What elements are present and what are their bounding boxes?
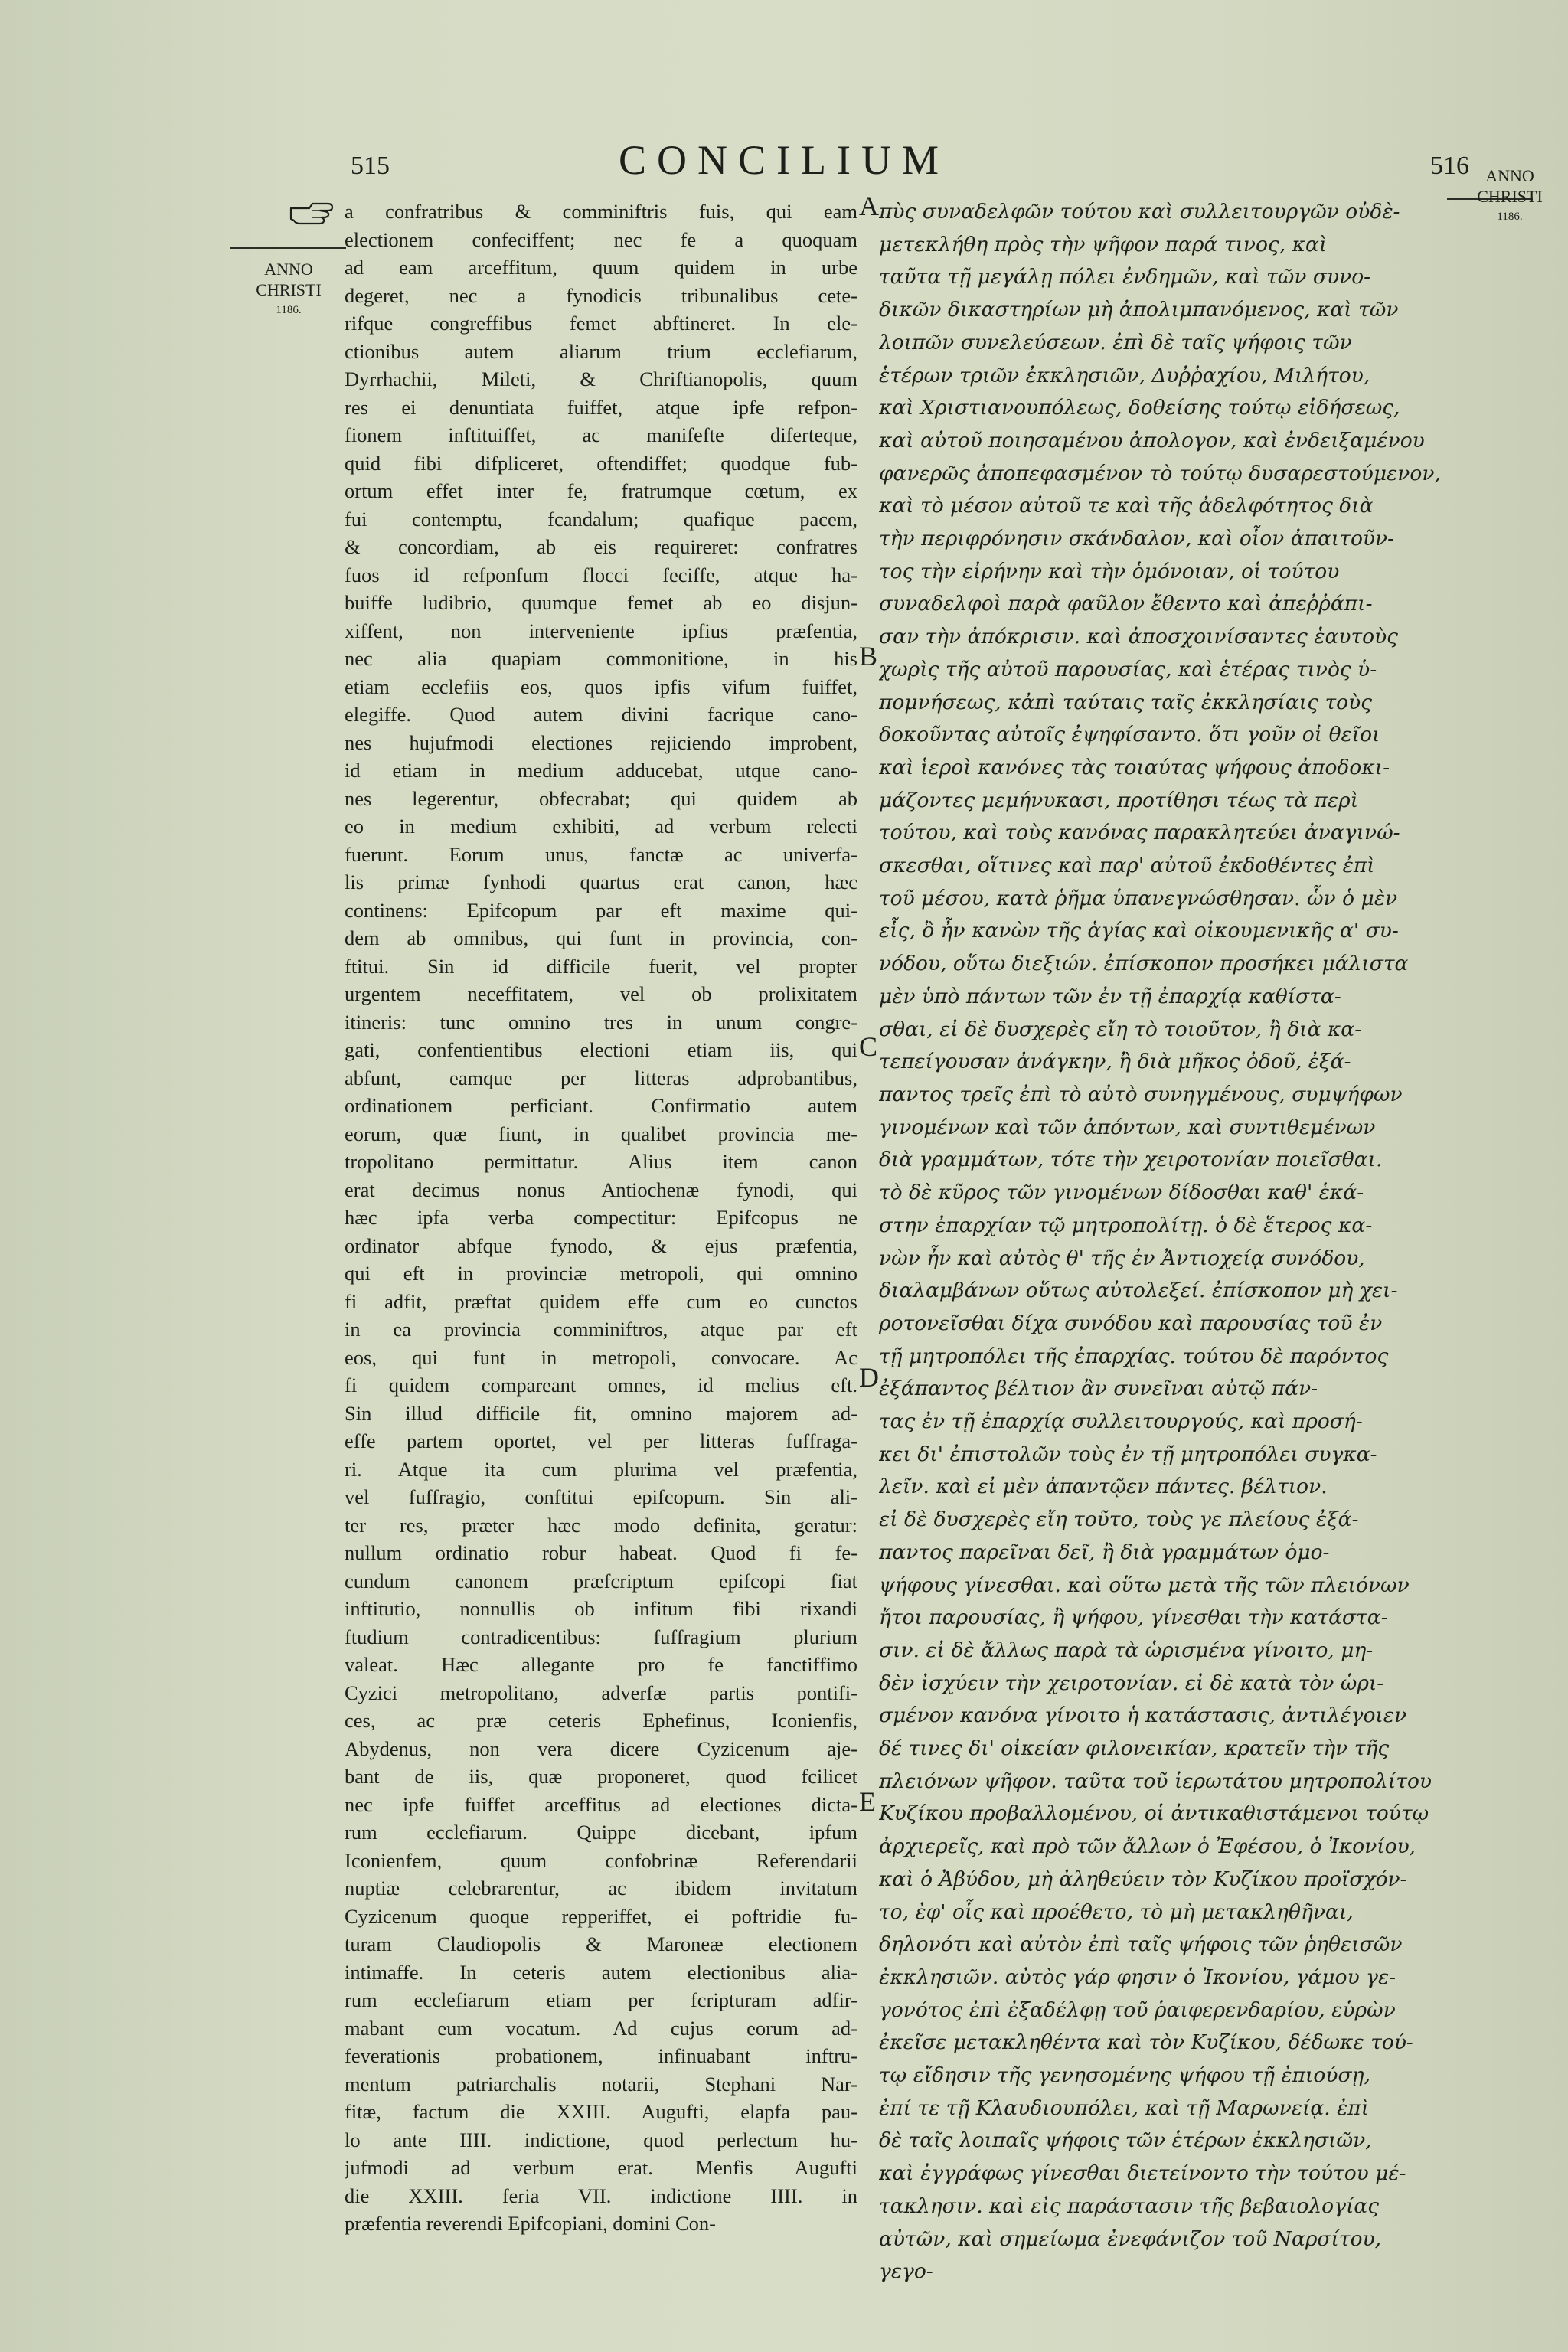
text-line: σαν τὴν ἀπόκρισιν. καὶ ἀποσχοινίσαντες ἑαυτοὺς	[879, 625, 1399, 649]
text-line: σκεσθαι, οἵτινες καὶ παρ' αὐτοῦ ἐκδοθέντες ἐπὶ	[879, 854, 1375, 878]
text-line: ordinator abfque fynodo, & ejus præfentia,	[345, 1233, 858, 1257]
text-line: urgentem neceffitatem, vel ob prolixitatem	[345, 982, 858, 1005]
text-line: fi quidem compareant omnes, id melius eft.	[345, 1374, 858, 1396]
text-line: elegiffe. Quod autem divini facrique cano-	[345, 703, 858, 726]
text-line: mabant eum vocatum. Ad cujus eorum ad-	[345, 2016, 858, 2040]
text-line: διὰ γραμμάτων, τότε τὴν χειροτονίαν ποιεῖσθαι.	[879, 1148, 1383, 1172]
latin-column	[345, 198, 858, 2238]
text-line: παντος τρεῖς ἐπὶ τὸ αὐτὸ συνηγμένους, συμψήφων	[879, 1082, 1403, 1106]
text-line: μετεκλήθη πρὸς τὴν ψῆφον παρά τινος, καὶ	[879, 232, 1328, 256]
text-line: γονότος ἐπὶ ἐξαδέλφῃ τοῦ ῥαιφερενδαρίου, εὑρὼν	[879, 1998, 1396, 2022]
text-line: ftitui. Sin id difficile fuerit, vel propter	[345, 954, 858, 978]
page-number-right: 516	[1430, 152, 1469, 180]
text-line: a confratribus & comminiftris fuis, qui eam	[345, 200, 858, 223]
text-line: δοκοῦντας αὐτοῖς ἐψηφίσαντο. ὅτι γοῦν οἱ θεῖοι	[879, 723, 1380, 747]
text-line: πὺς συναδελφῶν τούτου καὶ συλλειτουργῶν οὐδὲ-	[879, 200, 1400, 224]
text-line: δὲν ἰσχύειν τὴν χειροτονίαν. εἰ δὲ κατὰ τὸν ὡρι-	[879, 1671, 1384, 1695]
text-line: ftudium contradicentibus: fuffragium plurium	[345, 1625, 858, 1648]
text-line: xiffent, non interveniente ipfius præfentia,	[345, 619, 858, 642]
text-line: τακλησιν. καὶ εἰς παράστασιν τῆς βεβαιολογίας	[879, 2194, 1380, 2218]
text-line: παντος παρεῖναι δεῖ, ἢ διὰ γραμμάτων ὁμο-	[879, 1540, 1330, 1564]
text-line: φανερῶς ἀποπεφασμένον τὸ τούτῳ δυσαρεστούμενον,	[879, 461, 1441, 485]
text-line: in ea provincia comminiftros, atque par eft	[345, 1318, 858, 1341]
text-line: αὐτῶν, καὶ σημείωμα ἐνεφάνιζον τοῦ Ναρσίτου,	[879, 2226, 1382, 2251]
pointing-hand-icon	[289, 201, 334, 227]
text-line: fuerunt. Eorum unus, fanctæ ac univerfa-	[345, 842, 858, 866]
text-line: ροτονεῖσθαι δίχα συνόδου καὶ παρουσίας τοῦ ἐν	[879, 1311, 1383, 1335]
text-line: valeat. Hæc allegante pro fe fanctiffimo	[345, 1653, 858, 1676]
text-line: erat decimus nonus Antiochenæ fynodi, qui	[345, 1178, 858, 1201]
text-line: eorum, quæ fiunt, in qualibet provincia me-	[345, 1122, 858, 1145]
section-letter-b: B	[859, 641, 878, 671]
text-line: εἷς, ὃ ἦν κανὼν τῆς ἁγίας καὶ οἰκουμενικῆς α' συ-	[879, 919, 1399, 943]
text-line: die XXIII. feria VII. indictione IIII. in	[345, 2184, 858, 2207]
text-line: το, ἐφ' οἷς καὶ προέθετο, τὸ μὴ μετακληθῆναι,	[879, 1900, 1354, 1924]
text-line: fi adfit, præftat quidem effe cum eo cunctos	[345, 1289, 858, 1313]
text-line: δηλονότι καὶ αὐτὸν ἐπὶ ταῖς ψήφοις τῶν ῥηθεισῶν	[879, 1932, 1403, 1957]
text-line: πομνήσεως, κἀπὶ ταύταις ταῖς ἐκκλησίαις τοὺς	[879, 690, 1373, 714]
text-line: hæc ipfa verba compectitur: Epifcopus ne	[345, 1206, 858, 1229]
text-line: intimaffe. In ceteris autem electionibus alia-	[345, 1960, 858, 1984]
text-line: nec alia quapiam commonitione, in his	[345, 647, 858, 670]
text-line: στην ἐπαρχίαν τῷ μητροπολίτῃ. ὁ δὲ ἕτερος κα-	[879, 1213, 1373, 1237]
text-line: σθαι, εἰ δὲ δυσχερὲς εἴη τὸ τοιοῦτον, ἢ διὰ κα-	[879, 1017, 1362, 1041]
section-letter-c: C	[859, 1031, 878, 1062]
text-line: ri. Atque ita cum plurima vel præfentia,	[345, 1457, 858, 1481]
text-line: καὶ αὐτοῦ ποιησαμένου ἀπολογον, καὶ ἐνδειξαμένου	[879, 428, 1425, 452]
text-line: Κυζίκου προβαλλομένου, οἱ ἀντικαθιστάμενοι τούτῳ	[879, 1802, 1429, 1826]
text-line: νὼν ἦν καὶ αὐτὸς θ' τῆς ἐν Ἀντιοχείᾳ συνόδου,	[879, 1246, 1365, 1270]
text-line: πλειόνων ψῆφον. ταῦτα τοῦ ἱερωτάτου μητροπολίτου	[879, 1769, 1432, 1793]
text-line: nec ipfe fuiffet arceffitus ad electiones dicta-	[345, 1792, 858, 1816]
text-line: eo in medium exhibiti, ad verbum relecti	[345, 815, 858, 838]
text-line: σιν. εἰ δὲ ἄλλως παρὰ τὰ ὡρισμένα γίνοιτο, μη-	[879, 1638, 1374, 1662]
text-line: ἐκκλησιῶν. αὐτὸς γάρ φησιν ὁ Ἰκονίου, γάμου γε-	[879, 1965, 1396, 1989]
text-line: καὶ ὁ Ἀβύδου, μὴ ἀληθεύειν τὸν Κυζίκου προϊσχόν-	[879, 1867, 1407, 1891]
text-line: ctionibus autem aliarum trium ecclefiarum,	[345, 339, 858, 363]
text-line: καὶ Χριστιανουπόλεως, δοθείσης τούτῳ εἰδήσεως,	[879, 396, 1400, 420]
text-line: ἐκεῖσε μετακληθέντα καὶ τὸν Κυζίκου, δέδωκε τού-	[879, 2030, 1413, 2055]
text-line: tropolitano permittatur. Alius item canon	[345, 1150, 858, 1173]
text-line: rum ecclefiarum etiam per fcripturam adfir-	[345, 1988, 858, 2011]
text-line: ter res, præter hæc modo definita, geratur:	[345, 1513, 858, 1537]
text-line: κει δι' ἐπιστολῶν τοὺς ἐν τῇ μητροπόλει συγκα-	[879, 1442, 1377, 1466]
text-line: ἀρχιερεῖς, καὶ πρὸ τῶν ἄλλων ὁ Ἐφέσου, ὁ Ἰκονίου,	[879, 1834, 1416, 1859]
text-line: διαλαμβάνων οὕτως αὐτολεξεί. ἐπίσκοπον μὴ χει-	[879, 1279, 1398, 1303]
text-line: turam Claudiopolis & Maroneæ electionem	[345, 1932, 858, 1955]
text-line: δὲ ταῖς λοιπαῖς ψήφοις τῶν ἑτέρων ἐκκλησιῶν,	[879, 2128, 1372, 2153]
text-line: electionem confeciffent; nec fe a quoquam	[345, 227, 858, 251]
text-line: Iconienfem, quum confobrinæ Referendarii	[345, 1848, 858, 1872]
text-line: γινομένων καὶ τῶν ἀπόντων, καὶ συντιθεμένων	[879, 1115, 1376, 1139]
text-line: λεῖν. καὶ εἰ μὲν ἀπαντῷεν πάντες. βέλτιον.	[879, 1475, 1328, 1499]
section-letter-a: A	[859, 191, 879, 221]
text-line: nullum ordinatio robur habeat. Quod fi fe-	[345, 1541, 858, 1564]
text-line: ἐξάπαντος βέλτιον ἂν συνεῖναι αὐτῷ πάν-	[879, 1377, 1318, 1401]
text-line: dem ab omnibus, qui funt in provincia, con-	[345, 926, 858, 949]
text-line: nes legerentur, obfecrabat; qui quidem ab	[345, 786, 858, 810]
text-line: fuos id refponfum flocci feciffe, atque ha-	[345, 563, 858, 586]
text-line: καὶ ἐγγράφως γίνεσθαι διετείνοντο τὴν τούτου μέ-	[879, 2161, 1406, 2186]
text-line: σμένον κανόνα γίνοιτο ἡ κατάστασις, ἀντιλέγοιεν	[879, 1704, 1407, 1728]
text-line: fitæ, factum die XXIII. Augufti, elapfa pau-	[345, 2100, 858, 2123]
text-line: & concordiam, ab eis requireret: confratres	[345, 535, 858, 558]
text-line: Cyzici metropolitano, adverfæ partis pontifi-	[345, 1681, 858, 1704]
text-line: μὲν ὑπὸ πάντων τῶν ἐν τῇ ἐπαρχίᾳ καθίστα-	[879, 984, 1341, 1008]
text-line: cundum canonem præfcriptum epifcopi fiat	[345, 1569, 858, 1592]
text-line: bant de iis, quæ proponeret, quod fcilicet	[345, 1765, 858, 1788]
text-line: καὶ ἱεροὶ κανόνες τὰς τοιαύτας ψήφους ἀποδοκι-	[879, 755, 1390, 779]
text-line: δέ τινες δι' οἰκείαν φιλονεικίαν, κρατεῖν τὴν τῆς	[879, 1736, 1390, 1761]
text-line: lis primæ fynhodi quartus erat canon, hæc	[345, 871, 858, 893]
text-line: præfentia reverendi Epifcopiani, domini Con-	[345, 2212, 716, 2235]
text-line: Sin illud difficile fit, omnino majorem ad-	[345, 1401, 858, 1425]
text-line: ἑτέρων τριῶν ἐκκλησιῶν, Δυῤῥαχίου, Μιλήτου,	[879, 363, 1370, 387]
anno-christi-left: ANNO CHRISTI 1186.	[256, 260, 322, 316]
section-letter-e: E	[859, 1786, 876, 1817]
text-line: τὸ δὲ κῦρος τῶν γινομένων δίδοσθαι καθ' ἑκά-	[879, 1181, 1364, 1205]
page-number-left: 515	[351, 152, 390, 180]
text-line: τας ἐν τῇ ἐπαρχίᾳ συλλειτουργούς, καὶ προσή-	[879, 1410, 1363, 1434]
text-line: degeret, nec a fynodicis tribunalibus cete-	[345, 283, 858, 307]
text-line: ταῦτα τῇ μεγάλῃ πόλει ἐνδημῶν, καὶ τῶν συνο-	[879, 265, 1371, 289]
anno-christi-right: ANNO CHRISTI 1186.	[1477, 166, 1543, 223]
text-line: τούτου, καὶ τοὺς κανόνας παρακλητεύει ἀναγινώ-	[879, 821, 1400, 845]
text-line: χωρὶς τῆς αὐτοῦ παρουσίας, καὶ ἑτέρας τινὸς ὑ-	[879, 657, 1377, 681]
text-line: vel fuffragio, conftitui epifcopum. Sin ali-	[345, 1485, 858, 1508]
text-line: fui contemptu, fcandalum; quafique pacem,	[345, 507, 858, 531]
text-line: ψήφους γίνεσθαι. καὶ οὕτω μετὰ τῆς τῶν πλειόνων	[879, 1573, 1410, 1597]
text-line: rum ecclefiarum. Quippe dicebant, ipfum	[345, 1821, 858, 1844]
text-line: τῇ μητροπόλει τῆς ἐπαρχίας. τούτου δὲ παρόντος	[879, 1344, 1389, 1368]
text-line: effe partem oportet, vel per litteras fuffraga-	[345, 1429, 858, 1452]
text-line: rifque congreffibus femet abftineret. In ele-	[345, 312, 858, 335]
text-line: lo ante IIII. indictione, quod perlectum hu-	[345, 2128, 858, 2151]
text-line: τος τὴν εἰρήνην καὶ τὴν ὁμόνοιαν, οἱ τούτου	[879, 559, 1340, 583]
text-line: νόδου, οὕτω διεξιών. ἐπίσκοπον προσήκει μάλιστα	[879, 952, 1409, 976]
text-line: Dyrrhachii, Mileti, & Chriftianopolis, quum	[345, 368, 858, 390]
text-line: ἤτοι παρουσίας, ἢ ψήφου, γίνεσθαι τὴν κατάστα-	[879, 1606, 1388, 1630]
text-line: qui eft in provinciæ metropoli, qui omnino	[345, 1262, 858, 1285]
text-line: gati, confentientibus electioni etiam iis, qui	[345, 1038, 858, 1061]
text-line: δικῶν δικαστηρίων μὴ ἀπολιμπανόμενος, καὶ τῶν	[879, 298, 1399, 322]
text-line: buiffe ludibrio, quumque femet ab eo disjun-	[345, 591, 858, 614]
text-line: τῳ εἴδησιν τῆς γενησομένης ψήφου τῇ ἐπιούσῃ,	[879, 2063, 1370, 2088]
text-line: ortum effet inter fe, fratrumque cœtum, ex	[345, 479, 858, 502]
text-line: mentum patriarchalis notarii, Stephani Nar-	[345, 2072, 858, 2096]
text-line: inftitutio, nonnullis ob infitum fibi rixandi	[345, 1597, 858, 1620]
text-line: quid fibi difpliceret, oftendiffet; quodque fub-	[345, 451, 858, 475]
text-line: res ei denuntiata fuiffet, atque ipfe refpon-	[345, 395, 858, 419]
text-line: ordinationem perficiant. Confirmatio autem	[345, 1094, 858, 1117]
text-line: μάζοντες μεμήνυκασι, προτίθησι τέως τὰ περὶ	[879, 788, 1359, 812]
text-line: id etiam in medium adducebat, utque cano-	[345, 759, 858, 782]
text-line: eos, qui funt in metropoli, convocare. Ac	[345, 1345, 858, 1369]
text-line: τοῦ μέσου, κατὰ ῥῆμα ὑπανεγνώσθησαν. ὧν ὁ μὲν	[879, 886, 1398, 910]
text-line: itineris: tunc omnino tres in unum congre-	[345, 1010, 858, 1034]
text-line: nes hujufmodi electiones rejiciendo improbent,	[345, 730, 858, 754]
text-line: ces, ac præ ceteris Ephefinus, Iconienfis,	[345, 1709, 858, 1732]
text-line: ἐπί τε τῇ Κλαυδιουπόλει, καὶ τῇ Μαρωνείᾳ. ἐπὶ	[879, 2096, 1370, 2120]
text-line: τεπείγουσαν ἀνάγκην, ἢ διὰ μῆκος ὁδοῦ, ἐξά-	[879, 1050, 1351, 1074]
greek-column	[879, 196, 1449, 2288]
text-line: jufmodi ad verbum erat. Menfis Augufti	[345, 2156, 858, 2179]
text-line: τὴν περιφρόνησιν σκάνδαλον, καὶ οἷον ἀπαιτοῦν-	[879, 527, 1395, 551]
text-line: λοιπῶν συνελεύσεων. ἐπὶ δὲ ταῖς ψήφοις τῶν	[879, 330, 1352, 354]
text-line: καὶ τὸ μέσον αὐτοῦ τε καὶ τῆς ἀδελφότητος διὰ	[879, 494, 1374, 518]
text-line: εἰ δὲ δυσχερὲς εἴη τοῦτο, τοὺς γε πλείους ἐξά-	[879, 1508, 1359, 1532]
text-line: γεγο-	[879, 2259, 933, 2284]
margin-rule-left	[230, 247, 346, 249]
text-line: continens: Epifcopum par eft maxime qui-	[345, 898, 858, 922]
page-title: CONCILIUM	[619, 137, 949, 183]
text-line: etiam ecclefiis eos, quos ipfis vifum fuiffet,	[345, 675, 858, 698]
text-line: συναδελφοὶ παρὰ φαῦλον ἔθεντο καὶ ἀπεῤῥάπι-	[879, 592, 1373, 616]
text-line: Cyzicenum quoque repperiffet, ei poftridie fu-	[345, 1904, 858, 1928]
text-line: ad eam arceffitum, quum quidem in urbe	[345, 256, 858, 279]
section-letter-d: D	[859, 1362, 879, 1393]
text-line: fionem inftituiffet, ac manifefte diferteque,	[345, 423, 858, 446]
text-line: abfunt, eamque per litteras adprobantibus,	[345, 1066, 858, 1089]
text-line: nuptiæ celebrarentur, ac ibidem invitatum	[345, 1877, 858, 1900]
text-line: Abydenus, non vera dicere Cyzicenum aje-	[345, 1736, 858, 1760]
text-line: feverationis probationem, infinuabant inftru-	[345, 2044, 858, 2067]
